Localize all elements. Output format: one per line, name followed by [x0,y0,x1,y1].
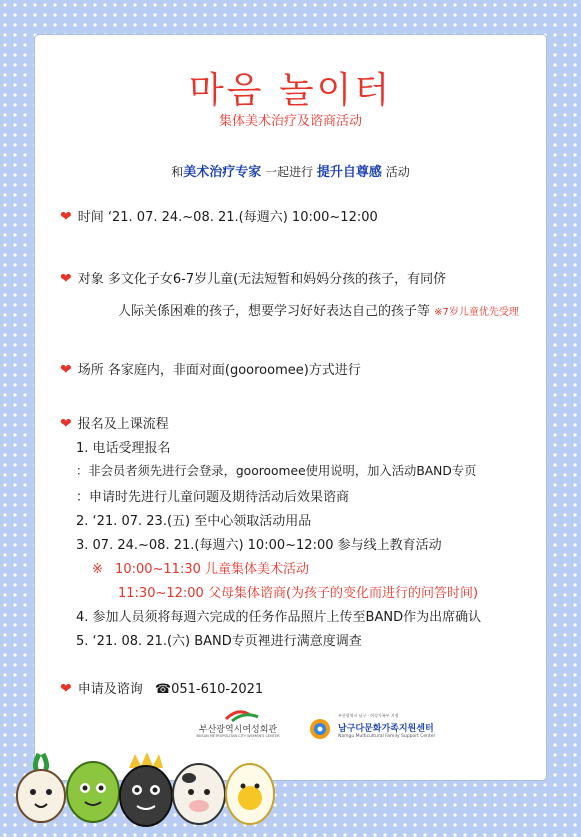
contact-phone: ☎051-610-2021 [154,682,264,697]
intro-line [0,161,581,180]
logo-left-sub: BUSAN METROPOLITAN CITY WOMEN'S CENTER [196,734,280,738]
step-2: 2. ‘21. 07. 23.(五) 至中心领取活动用品 [76,514,312,529]
time-text: 时间 ‘21. 07. 24.~08. 21.(每週六) 10:00~12:00 [77,210,378,225]
family-emblem-icon [308,717,332,741]
intro-highlight-selfesteem: 提升自尊感 [316,165,382,180]
contact-label: 申请及谘询 [77,682,143,697]
place-row [60,359,361,378]
heart-icon: ❤ [60,271,72,287]
logo-right-top: 부산광역시 남구 · 여성가족부 지정 [338,713,399,718]
busan-womens-center-logo [188,705,288,745]
heart-icon: ❤ [60,362,72,378]
intro-pre: 和 [171,165,184,179]
cow-mascot-icon [173,764,225,824]
heart-icon: ❤ [60,209,72,225]
poster-subtitle: 集体美术治疗及谘商活动 [218,114,362,129]
target-text-1: 对象 多文化子女6-7岁儿童(无法短暂和妈妈分孩的孩子，有同侪 [77,272,447,287]
poster-card [35,35,546,780]
green-mascot-icon [67,762,119,822]
process-title-row [60,413,169,432]
namgu-multicultural-center-logo [308,713,458,747]
mascot-illustration [5,748,295,833]
step-4: 4. 参加人员须将每週六完成的任务作品照片上传至BAND作为出席确认 [76,610,482,625]
mascot-characters [5,748,295,833]
step-3: 3. 07. 24.~08. 21.(每週六) 10:00~12:00 参与线上教育活动 [76,538,442,553]
contact-row [60,678,263,697]
logo-left-name: 부산광역시여성회관 [198,725,278,735]
step-1: 1. 电话受理报名 [76,441,171,456]
place-text: 场所 各家庭内，非面对面(gooroomee)方式进行 [77,363,361,378]
step-1-sub-1: ：非会员者须先进行会登录，gooroomee使用说明，加入活动BAND专页 [76,464,477,478]
intro-highlight-expert: 美术治疗专家 [183,165,262,180]
target-row-2 [118,300,519,319]
dark-mascot-icon [120,752,172,826]
egg-mascot-icon [226,764,274,824]
poster-title: 마음 놀이터 [188,70,393,111]
intro-mid: 一起进行 [261,165,317,179]
step-3-sub-1: 10:00~11:30 儿童集体美术活动 [115,562,309,577]
target-text-2: 人际关係困难的孩子，想要学习好好表达自己的孩子等 [118,304,431,319]
heart-icon: ❤ [60,416,72,432]
intro-post: 活动 [381,165,410,179]
process-title: 报名及上课流程 [77,417,169,432]
time-row [60,206,378,225]
target-note: ※7岁儿童优先受理 [434,307,519,318]
onion-mascot-icon [17,754,65,822]
logo-right-name: 남구다문화가족지원센터 [338,724,434,734]
logo-right-sub: Namgu Multicultural Family Support Center [338,734,436,739]
step-1-sub-2: ：申请时先进行儿童问题及期待活动后效果谘商 [76,490,350,505]
step-3-mark: ※ [92,562,103,577]
step-3-sub-1-row [92,558,309,577]
step-3-sub-2: 11:30~12:00 父母集体谘商(为孩子的变化而进行的问答时间) [118,586,479,601]
step-5: 5. ‘21. 08. 21.(六) BAND专页裡进行满意度调查 [76,634,362,649]
target-row [60,268,446,287]
heart-icon: ❤ [60,681,72,697]
